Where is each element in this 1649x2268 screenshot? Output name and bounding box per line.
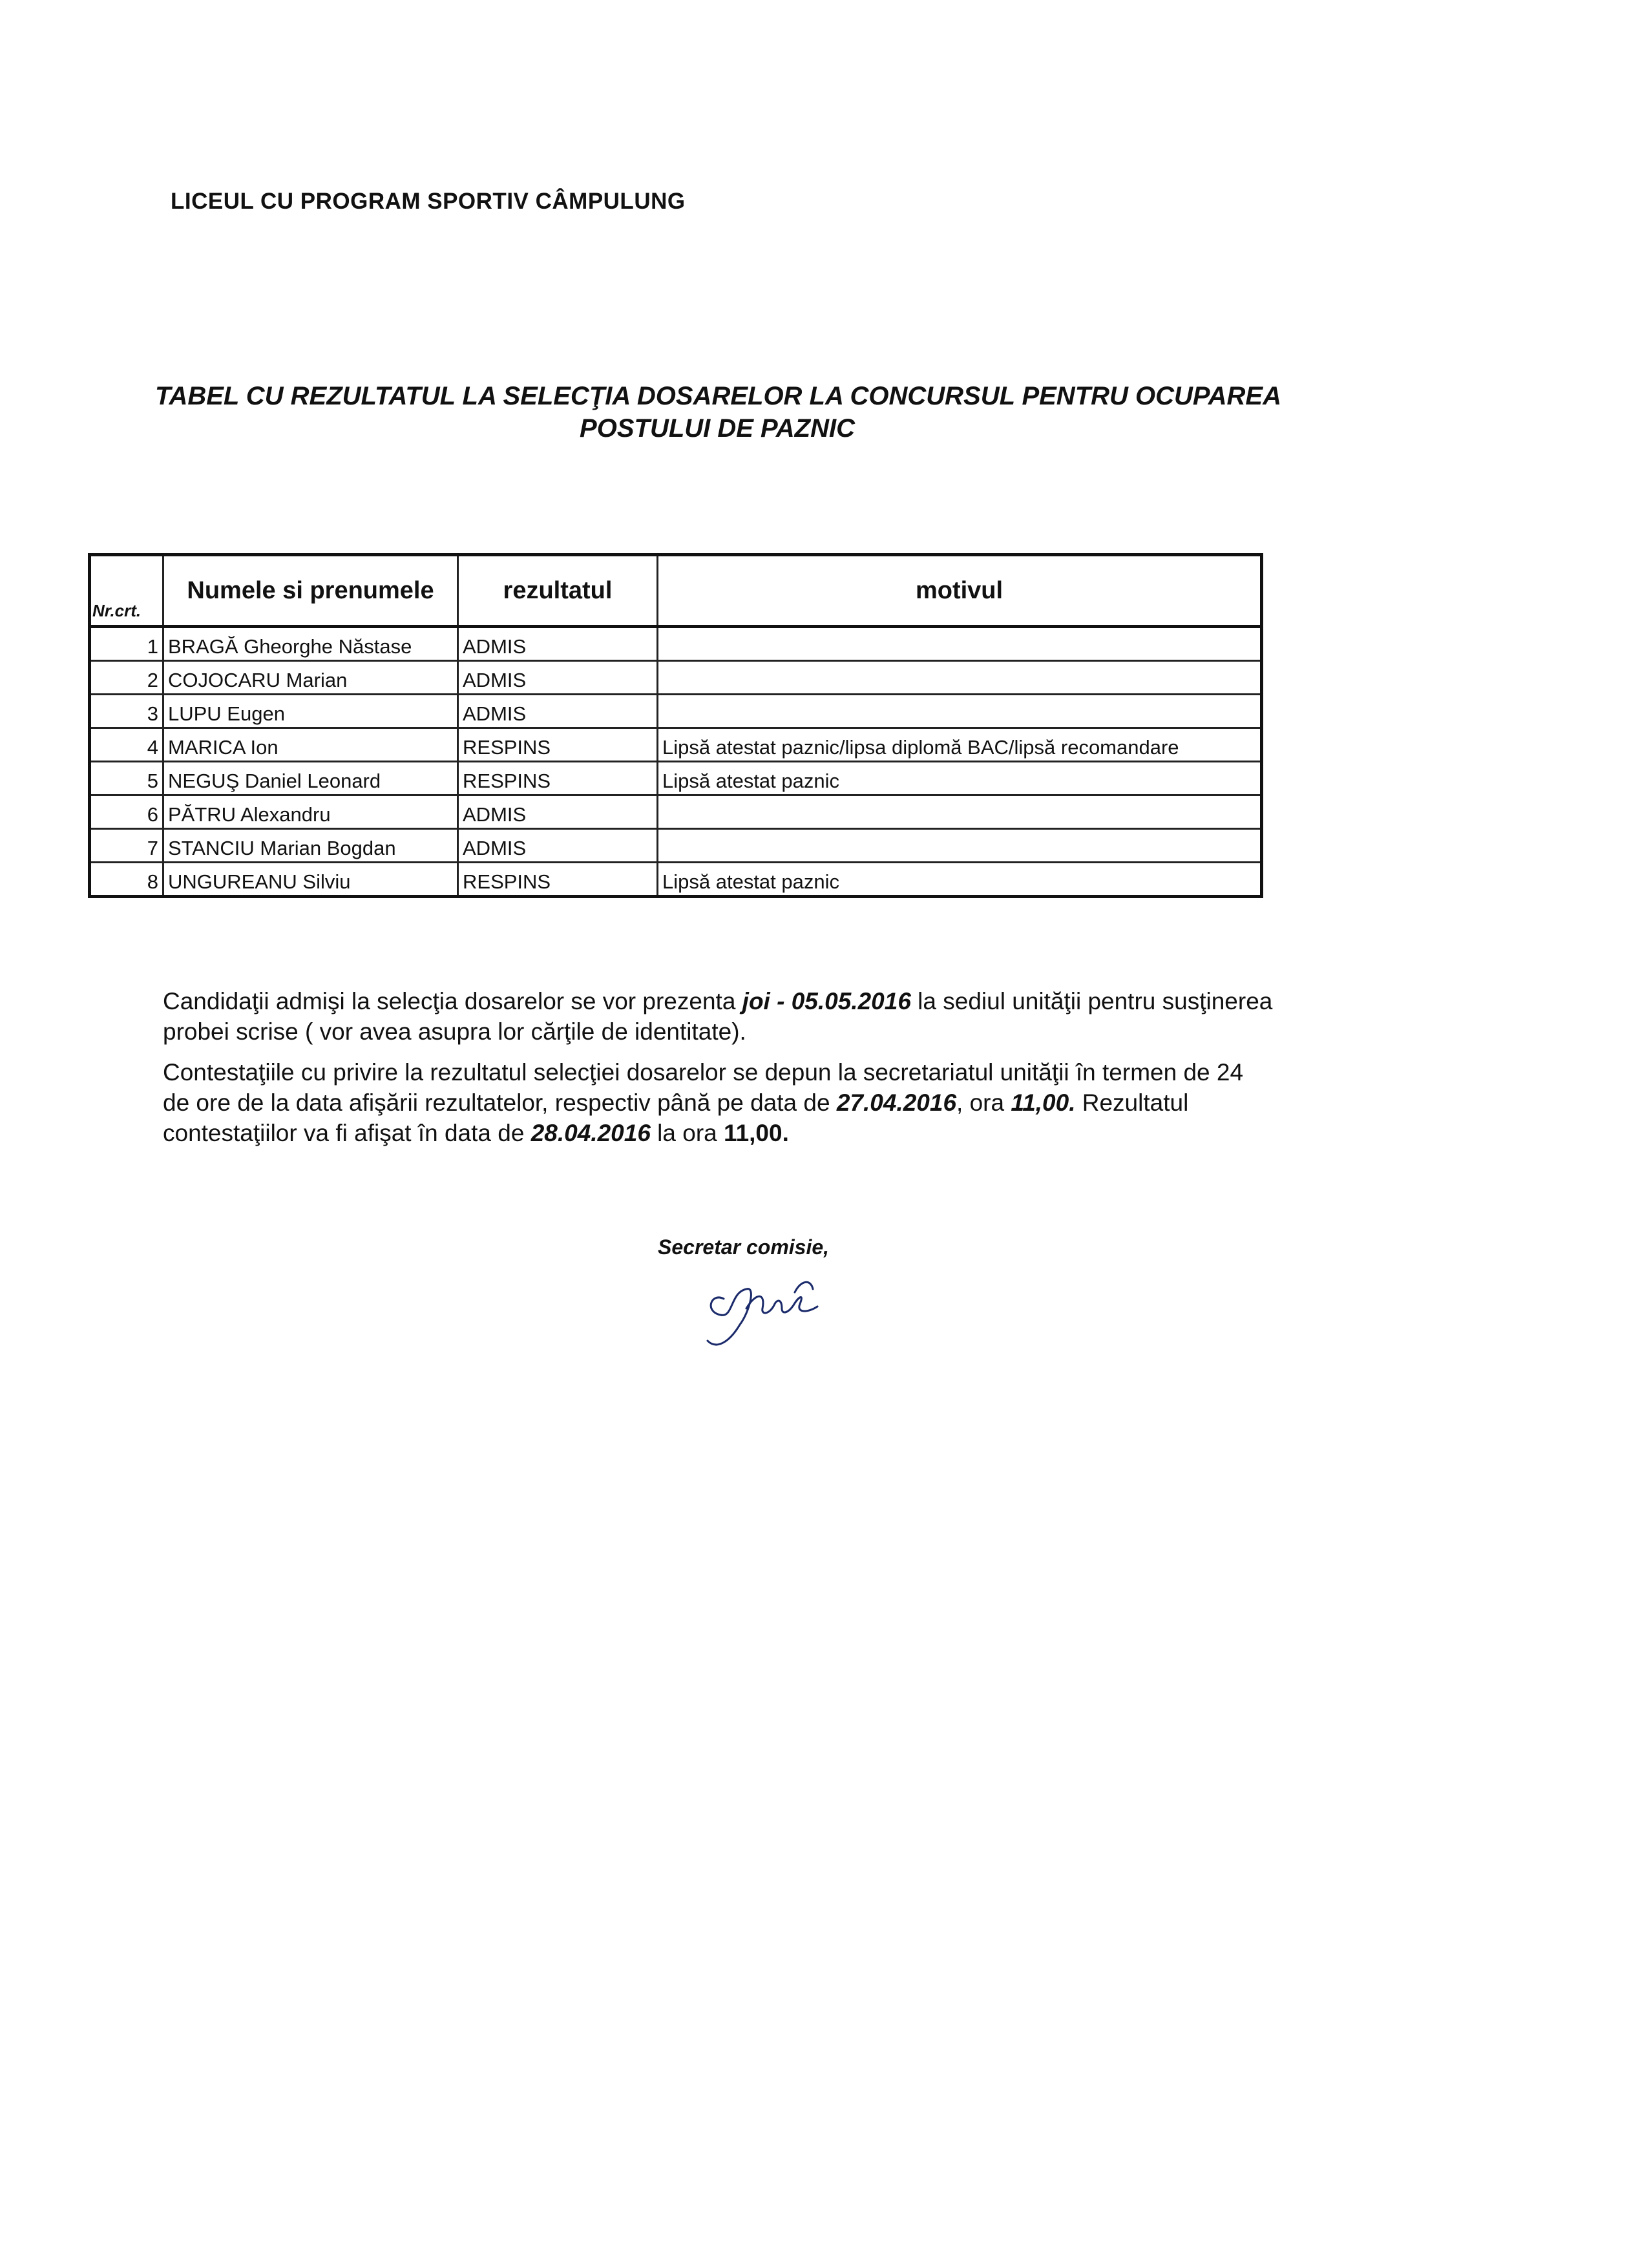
header-nr: Nr.crt. (90, 555, 163, 627)
candidate-result: ADMIS (458, 627, 658, 661)
title-line-1: TABEL CU REZULTATUL LA SELECŢIA DOSARELOR LA CONCURSUL PENTRU OCUPAREA (155, 382, 1281, 410)
notice-text: la sediul unităţii pentru susţinerea probei scrise ( vor avea asupra lor cărţile de identitate). (163, 988, 1273, 1045)
table-header-row (90, 555, 1262, 627)
table-row (90, 695, 1262, 728)
candidate-name: UNGUREANU Silviu (163, 863, 458, 897)
row-number: 5 (90, 762, 163, 795)
document-title (155, 380, 1279, 445)
header-result: rezultatul (458, 555, 658, 627)
candidate-name: NEGUŞ Daniel Leonard (163, 762, 458, 795)
candidate-name: PĂTRU Alexandru (163, 795, 458, 829)
row-number: 8 (90, 863, 163, 897)
candidate-name: MARICA Ion (163, 728, 458, 762)
table-row (90, 661, 1262, 695)
school-name: LICEUL CU PROGRAM SPORTIV CÂMPULUNG (171, 189, 686, 214)
header-name: Numele si prenumele (163, 555, 458, 627)
row-number: 3 (90, 695, 163, 728)
notice-text: Rezultatul contestaţiilor va fi afişat în data de (163, 1089, 1189, 1146)
row-number: 1 (90, 627, 163, 661)
candidate-reason: Lipsă atestat paznic/lipsa diplomă BAC/lipsă recomandare (658, 728, 1262, 762)
candidate-name: BRAGĂ Gheorghe Năstase (163, 627, 458, 661)
appeal-result-time: 11,00. (724, 1120, 789, 1146)
candidate-reason (658, 627, 1262, 661)
appeal-result-date: 28.04.2016 (530, 1120, 651, 1146)
table-row (90, 728, 1262, 762)
candidate-result: ADMIS (458, 829, 658, 863)
signature-label: Secretar comisie, (658, 1235, 830, 1259)
table-row (90, 863, 1262, 897)
candidate-result: ADMIS (458, 661, 658, 695)
candidate-name: COJOCARU Marian (163, 661, 458, 695)
candidate-reason: Lipsă atestat paznic (658, 863, 1262, 897)
notice-paragraph-1 (163, 986, 1274, 1047)
row-number: 4 (90, 728, 163, 762)
exam-date: joi - 05.05.2016 (742, 988, 911, 1014)
candidate-name: LUPU Eugen (163, 695, 458, 728)
row-number: 6 (90, 795, 163, 829)
table-body (90, 627, 1262, 897)
notice-paragraph-2 (163, 1057, 1274, 1148)
row-number: 7 (90, 829, 163, 863)
notice-text: Contestaţiile cu privire la rezultatul selecţiei dosarelor se depun la secretariatul unităţii în termen de 24 de ore de la data afişării rezultatelor, respectiv până pe data de (163, 1059, 1244, 1116)
candidate-name: STANCIU Marian Bogdan (163, 829, 458, 863)
candidate-reason: Lipsă atestat paznic (658, 762, 1262, 795)
table-row (90, 795, 1262, 829)
candidate-reason (658, 695, 1262, 728)
candidate-reason (658, 661, 1262, 695)
handwritten-signature (685, 1254, 840, 1350)
table-row (90, 762, 1262, 795)
candidate-result: RESPINS (458, 762, 658, 795)
table-row (90, 829, 1262, 863)
header-reason: motivul (658, 555, 1262, 627)
candidate-result: ADMIS (458, 795, 658, 829)
notice-text: la ora (650, 1120, 724, 1146)
candidate-reason (658, 795, 1262, 829)
notice-text: , ora (956, 1089, 1011, 1116)
appeal-deadline-date: 27.04.2016 (836, 1089, 957, 1116)
table-row (90, 627, 1262, 661)
candidate-result: RESPINS (458, 863, 658, 897)
candidate-reason (658, 829, 1262, 863)
title-line-2: POSTULUI DE PAZNIC (580, 414, 855, 443)
results-table (88, 553, 1263, 898)
candidate-result: ADMIS (458, 695, 658, 728)
notice-text: Candidaţii admişi la selecţia dosarelor se vor prezenta (163, 988, 742, 1014)
row-number: 2 (90, 661, 163, 695)
appeal-deadline-time: 11,00. (1011, 1089, 1076, 1116)
candidate-result: RESPINS (458, 728, 658, 762)
